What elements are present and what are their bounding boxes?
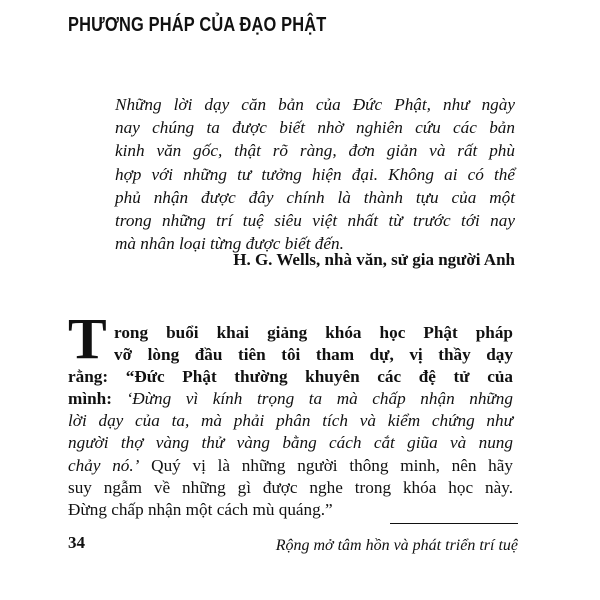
body-line: suy ngẫm về những gì được nghe trong khóa học này. xyxy=(68,477,513,497)
body-line: Đừng chấp nhận một cách mù quáng.” xyxy=(68,499,333,519)
epigraph-line: Những lời dạy căn bản của Đức Phật, như ngày xyxy=(115,95,515,114)
body-line xyxy=(68,455,513,477)
chapter-title: PHƯƠNG PHÁP CỦA ĐẠO PHẬT xyxy=(68,14,327,36)
footer-rule xyxy=(390,523,518,524)
body-line: lời dạy của ta, mà phải phân tích và kiểm chứng như xyxy=(68,411,513,431)
epigraph-line: nay chúng ta được biết nhờ nghiên cứu các bản xyxy=(115,118,515,138)
drop-cap: T xyxy=(68,306,107,371)
body-line-italic: ‘Đừng vì kính trọng ta mà chấp nhận những xyxy=(126,389,513,409)
body-line: rong buổi khai giảng khóa học Phật pháp xyxy=(114,323,513,342)
epigraph-line: kinh văn gốc, thật rõ ràng, đơn giản và rất phù xyxy=(115,141,515,161)
body-line-bold: mình: xyxy=(68,389,127,409)
epigraph-line: hợp với những tư tưởng hiện đại. Không ai có thể xyxy=(115,164,515,184)
epigraph-quote xyxy=(115,93,515,255)
body-paragraph xyxy=(68,322,513,521)
body-line xyxy=(68,388,513,410)
body-line: rằng: “Đức Phật thường khuyên các đệ tử của xyxy=(68,367,513,387)
body-line: vỡ lòng đầu tiên tôi tham dự, vị thầy dạy xyxy=(114,345,513,365)
epigraph-line: trong những trí tuệ siêu việt nhất từ trước tới nay xyxy=(115,211,515,231)
body-line: người thợ vàng thử vàng bằng cách cắt giũa và nung xyxy=(68,433,513,453)
body-line-italic: chảy nó.’ xyxy=(68,455,140,475)
epigraph-attribution: H. G. Wells, nhà văn, sử gia người Anh xyxy=(233,250,515,269)
running-footer-title: Rộng mở tâm hồn và phát triển trí tuệ xyxy=(275,537,518,554)
body-line-rest: Quý vị là những người thông minh, nên hãy xyxy=(139,455,513,475)
epigraph-line: mà nhân loại từng được biết đến. xyxy=(115,234,344,254)
epigraph-line: phủ nhận được đây chính là thành tựu của một xyxy=(115,187,515,207)
page-number: 34 xyxy=(68,533,85,552)
